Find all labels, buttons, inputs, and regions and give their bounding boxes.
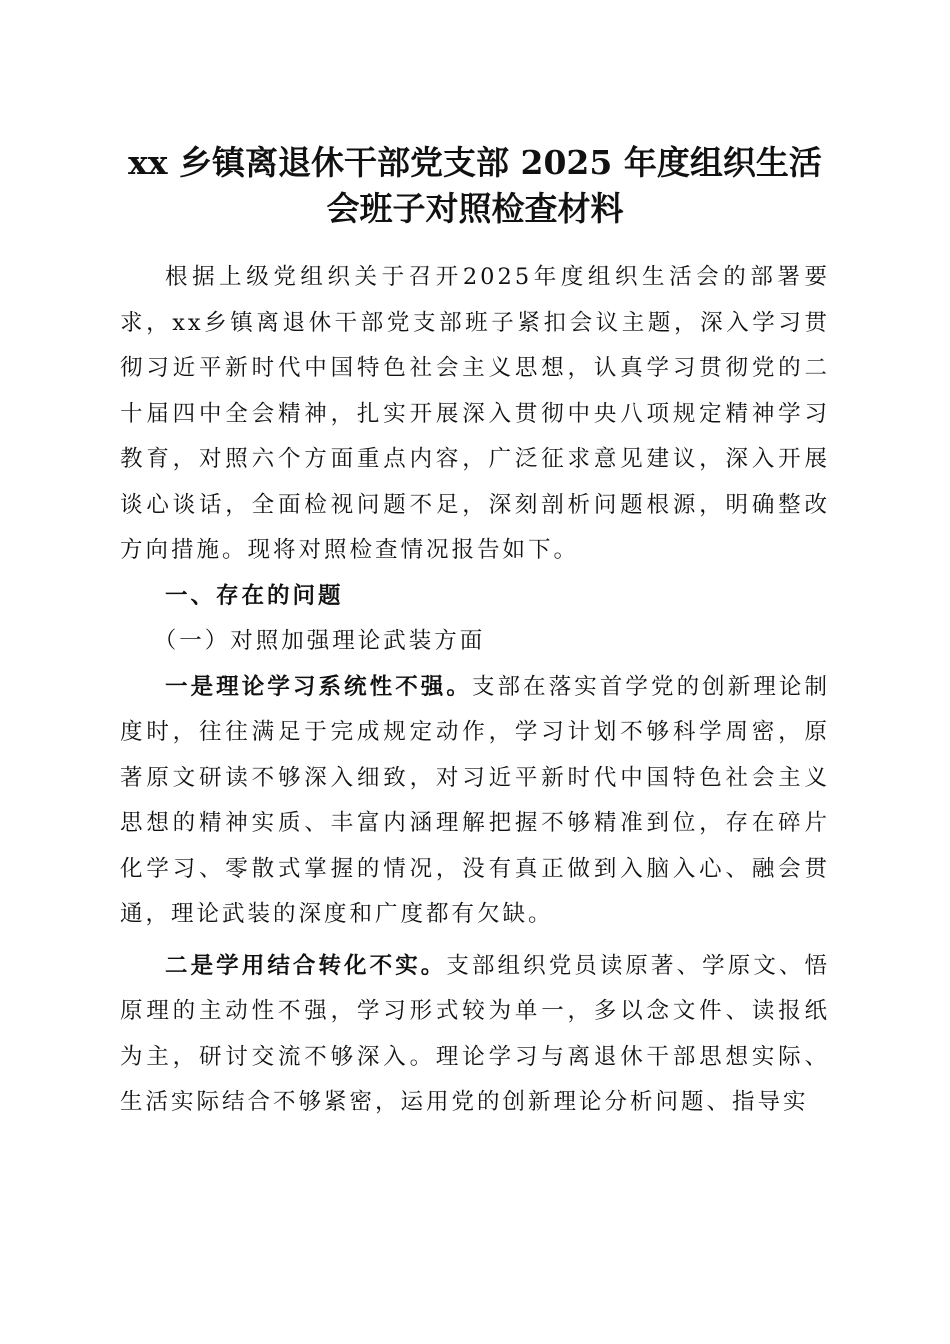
point-2-text: 支部组织党员读原著、学原文、悟原理的主动性不强，学习形式较为单一，多以念文件、读报纸为主，研讨交流不够深入。理论学习与离退休干部思想实际、生活实际结合不够紧密，运用党的创新理论分析问题、指导实 [120,952,830,1115]
point-1-lead: 一是理论学习系统性不强。 [165,673,472,700]
point-1-text: 支部在落实首学党的创新理论制度时，往往满足于完成规定动作，学习计划不够科学周密，原著原文研读不够深入细致，对习近平新时代中国特色社会主义思想的精神实质、丰富内涵理解把握不够精准到位，存在碎片化学习、零散式掌握的情况，没有真正做到入脑入心、融会贯通，理论武装的深度和广度都有欠缺。 [120,673,830,927]
point-2-lead: 二是学用结合转化不实。 [165,952,447,979]
document-title [100,140,850,232]
section-heading-problems: 一、存在的问题 [165,582,344,609]
point-2-paragraph [120,944,830,1126]
title-line-1: xx 乡镇离退休干部党支部 2025 年度组织生活 [128,143,822,182]
intro-paragraph: 根据上级党组织关于召开2025年度组织生活会的部署要求，xx乡镇离退休干部党支部班子紧扣会议主题，深入学习贯彻习近平新时代中国特色社会主义思想，认真学习贯彻党的二十届四中全会精神，扎实开展深入贯彻中央八项规定精神学习教育，对照六个方面重点内容，广泛征求意见建议，深入开展谈心谈话，全面检视问题不足，深刻剖析问题根源，明确整改方向措施。现将对照检查情况报告如下。 [120,264,830,563]
point-1-paragraph [120,665,830,938]
title-line-2: 会班子对照检查材料 [326,189,624,228]
document-body [120,255,830,1126]
subsection-heading-theory: （一）对照加强理论武装方面 [153,628,486,654]
